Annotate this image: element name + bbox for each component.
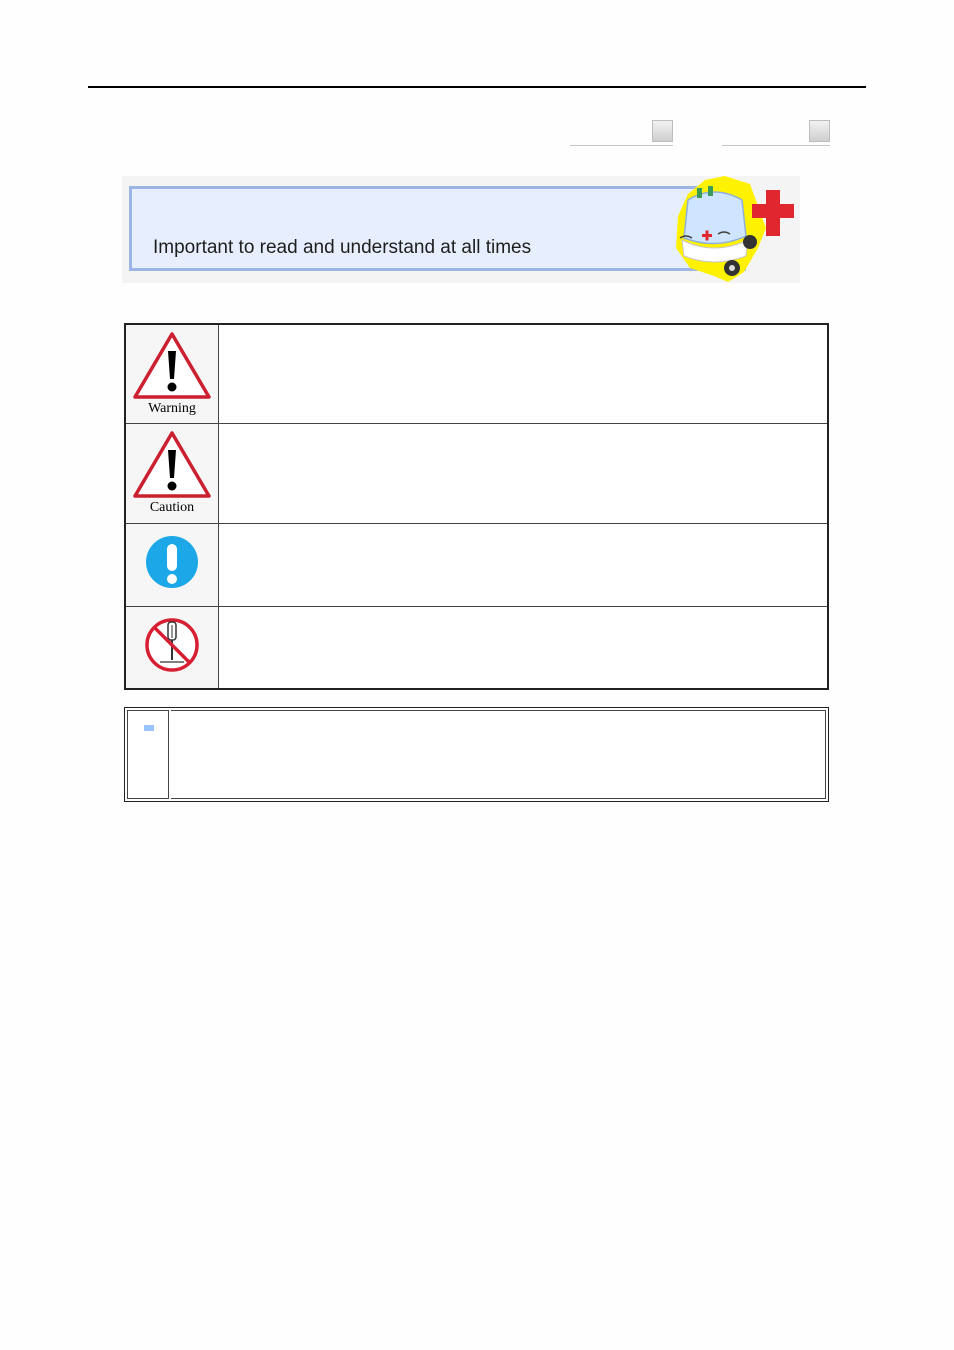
- previous-page-button[interactable]: [570, 120, 673, 146]
- symbol-icon-cell: [125, 423, 219, 523]
- header-rule: [88, 86, 866, 88]
- note-text: [171, 710, 826, 799]
- symbol-icon-cell: [125, 606, 219, 689]
- symbol-row-no-disassembly: [125, 606, 828, 689]
- note-box: [124, 707, 829, 802]
- symbol-row-caution: [125, 423, 828, 523]
- note-marker-cell: [127, 710, 169, 799]
- next-page-button[interactable]: [722, 120, 830, 146]
- next-page-button-icon: [809, 120, 830, 142]
- symbol-icon-cell: [125, 523, 219, 606]
- no-disassembly-icon: [143, 616, 201, 674]
- symbol-description: [219, 523, 829, 606]
- symbol-description: [219, 606, 829, 689]
- symbol-row-mandatory: [125, 523, 828, 606]
- note-bullet-icon: [144, 725, 154, 731]
- symbol-description: [219, 423, 829, 523]
- warning-triangle-icon: [132, 331, 212, 399]
- previous-page-button-icon: [652, 120, 673, 142]
- note-inner: [127, 710, 826, 799]
- symbol-row-warning: [125, 324, 828, 423]
- important-banner: [122, 176, 800, 283]
- banner-text: Important to read and understand at all times: [153, 237, 532, 258]
- safety-symbols-table: [124, 323, 829, 690]
- symbol-label: Caution: [149, 499, 195, 515]
- symbol-icon-cell: [125, 324, 219, 423]
- ambulance-mascot-icon: [670, 176, 800, 283]
- symbol-description: [219, 324, 829, 423]
- caution-triangle-icon: [132, 430, 212, 498]
- symbol-label: Warning: [148, 401, 196, 416]
- mandatory-exclamation-icon: [144, 534, 200, 590]
- banner-box: [129, 186, 746, 271]
